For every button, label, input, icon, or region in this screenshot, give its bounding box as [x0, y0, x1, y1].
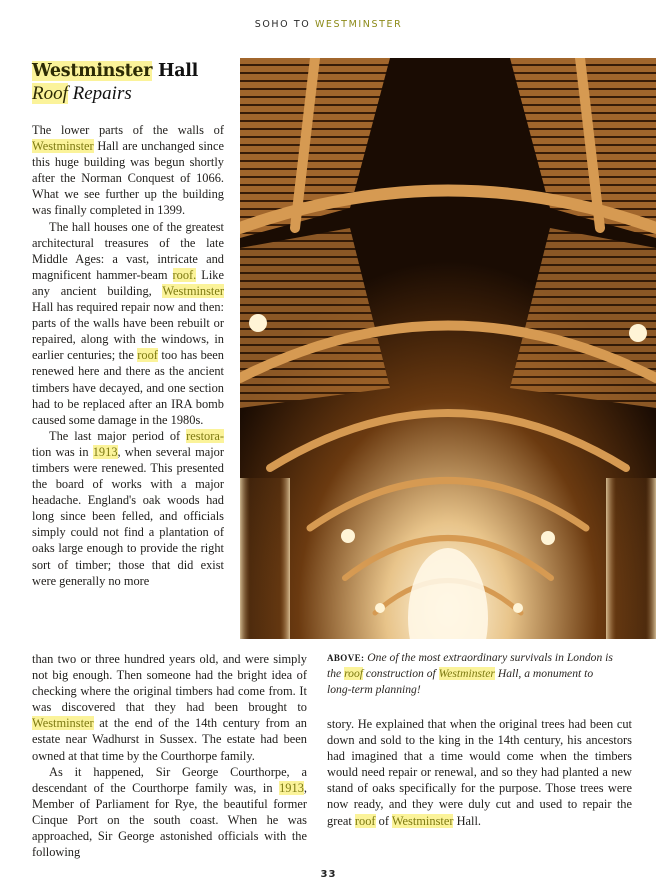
paragraph-4-continued: story. He explained that when the original trees had been cut down and sold to the king in the 14th century, his ancestors had imagined that a time would come when the timbers would need repair or renewal, and so they had planted a new stand of oaks specifically for the purpose. Those trees were now ready, and they were duly cut and used to repair the great roof of Westminster Hall. [327, 717, 632, 828]
running-head-prefix: SOHO TO [254, 19, 315, 30]
search-highlight: 1913 [279, 780, 304, 795]
search-highlight: Westminster [391, 813, 454, 828]
paragraph-1: The lower parts of the walls of Westminster Hall are unchanged since this huge building was begun shortly after the Norman Conquest of 1066. What we see further up the building was finally completed in 1399. [32, 123, 224, 218]
running-head-highlight: WESTMINSTER [314, 19, 403, 30]
running-head [0, 19, 657, 30]
body-column-wide [32, 651, 307, 860]
caption-lead: ABOVE: [327, 653, 365, 663]
search-highlight: roof [137, 348, 158, 363]
search-highlight: Westminster [32, 61, 153, 81]
roof-photo-illustration [240, 58, 656, 639]
search-highlight: roof [354, 813, 376, 828]
search-highlight: Westminster [438, 667, 495, 681]
paragraph-3-continued: than two or three hundred years old, and were simply not big enough. Then someone had the bright idea of checking where the original timbers had come from. It was discovered that they had been brought to Westminster at the end of the 14th century from an estate near Wadhurst in Sussex. The estate had been owned at that time by the Courthorpe family. [32, 652, 307, 763]
photo-caption: ABOVE: One of the most extraordinary survivals in London is the roof construction of Westminster Hall, a monument to long-term planning! [327, 651, 613, 696]
page-number: 33 [320, 869, 337, 880]
paragraph-4: As it happened, Sir George Courthorpe, a descendant of the Courthorpe family was, in 1913, Member of Parliament for Rye, the beautiful former Cinque Port on the south coast. When he was approached, Sir George astonished officials with the following [32, 764, 307, 860]
search-highlight: Roof [32, 83, 68, 104]
body-column-right [327, 716, 632, 829]
paragraph-2: The hall houses one of the greatest architectural treasures of the late Middle Ages: a vast, intricate and magnificent hammer-beam roof. Like any ancient building, Westminster Hall has required repair now and then: parts of the walls have been rebuilt or repaired, along with the windows, in earlier centuries; the roof too has been renewed here and there as the ancient timbers have decayed, and one section had to be replaced after an IRA bomb caused some damage in the 1980s. [32, 219, 224, 427]
article-title [32, 60, 232, 106]
title-line-2: Roof Repairs [32, 83, 132, 104]
hall-roof-photo [240, 58, 656, 639]
search-highlight: restora- [186, 428, 224, 443]
search-highlight: Westminster [162, 283, 224, 298]
body-column-left [32, 122, 224, 589]
search-highlight: Westminster [32, 139, 94, 154]
search-highlight: 1913 [92, 444, 118, 459]
paragraph-3: The last major period of restora-tion was in 1913, when several major timbers were renewed. This presented the board of works with a major headache. England's oak woods had long since been felled, and officials simply could not find a plantation of oaks large enough to provide the right sort of timber; those that did exist were generally no more [32, 428, 224, 588]
search-highlight: roof [344, 667, 363, 681]
search-highlight: roof. [172, 267, 197, 282]
title-line-1: Westminster Hall [32, 61, 198, 81]
search-highlight: Westminster [32, 716, 94, 731]
